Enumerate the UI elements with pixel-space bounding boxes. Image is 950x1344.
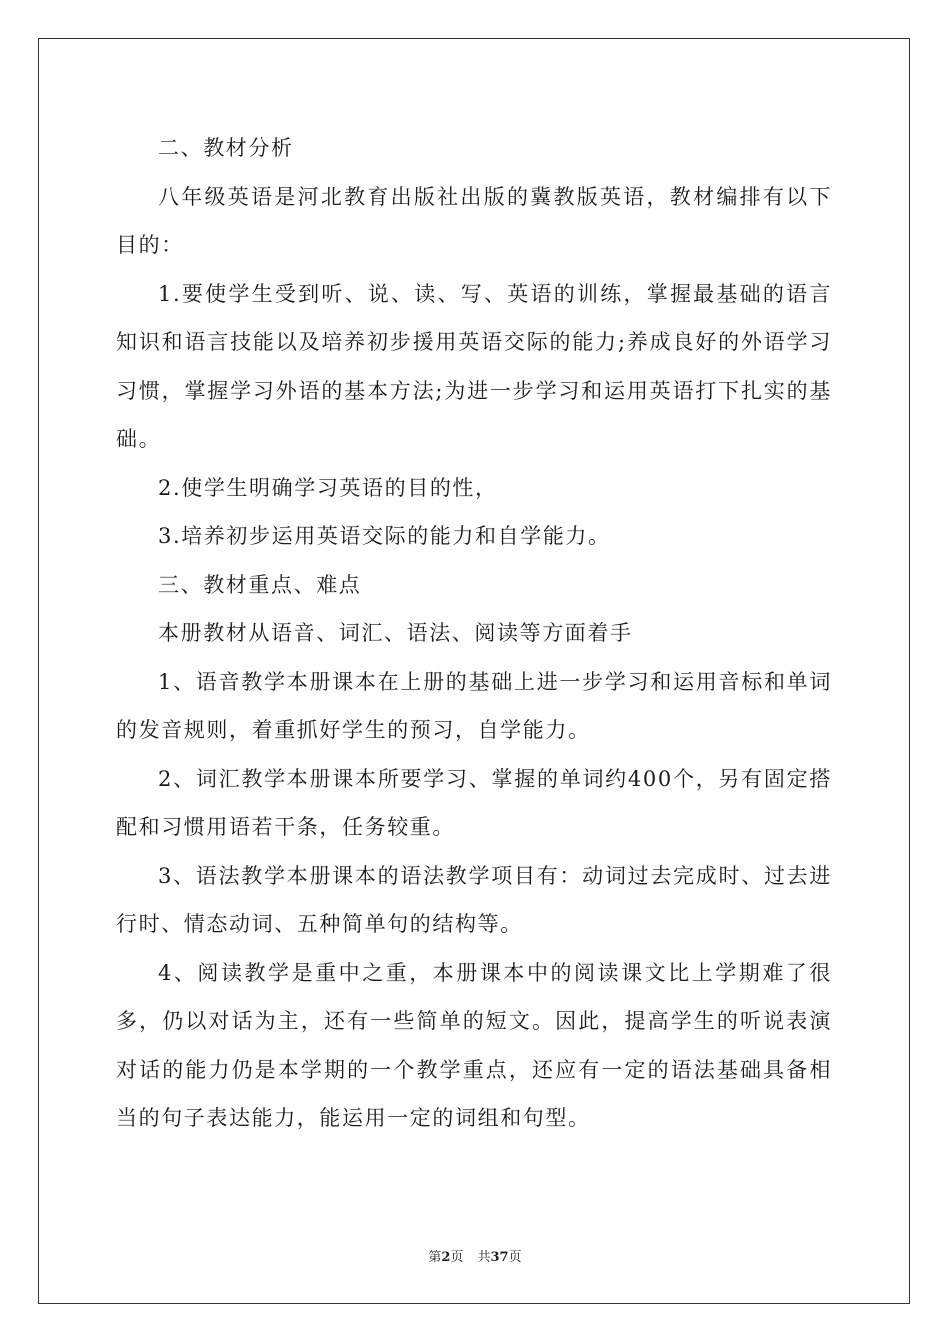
paragraph-vocabulary: 2、词汇教学本册课本所要学习、掌握的单词约400个，另有固定搭配和习惯用语若干条，任务较重。 xyxy=(116,766,832,839)
paragraph-goal-1: 1.要使学生受到听、说、读、写、英语的训练，掌握最基础的语言知识和语言技能以及培养初步援用英语交际的能力;养成良好的外语学习习惯，掌握学习外语的基本方法;为进一步学习和运用英语打下扎实的基础。 xyxy=(116,281,832,451)
paragraph-goal-3: 3.培养初步运用英语交际的能力和自学能力。 xyxy=(158,524,611,548)
section-heading-textbook-analysis: 二、教材分析 xyxy=(158,136,294,160)
page-footer xyxy=(0,1246,950,1265)
total-suffix: 页 xyxy=(508,1250,522,1265)
page-prefix: 第 xyxy=(428,1250,442,1265)
total-prefix: 共 xyxy=(477,1250,491,1265)
paragraph-phonetics: 1、语音教学本册课本在上册的基础上进一步学习和运用音标和单词的发音规则，着重抓好学生的预习，自学能力。 xyxy=(116,669,832,742)
paragraph-grammar: 3、语法教学本册课本的语法教学项目有：动词过去完成时、过去进行时、情态动词、五种简单句的结构等。 xyxy=(116,863,832,936)
paragraph-intro: 八年级英语是河北教育出版社出版的冀教版英语，教材编排有以下目的： xyxy=(116,184,832,257)
paragraph-goal-2: 2.使学生明确学习英语的目的性， xyxy=(158,475,498,500)
section-heading-key-points: 三、教材重点、难点 xyxy=(158,572,362,597)
page-suffix: 页 xyxy=(450,1250,464,1265)
paragraph-reading: 4、阅读教学是重中之重，本册课本中的阅读课文比上学期难了很多，仍以对话为主，还有一些简单的短文。因此，提高学生的听说表演对话的能力仍是本学期的一个教学重点，还应有一定的语法基础具备相当的句子表达能力，能运用一定的词组和句型。 xyxy=(116,960,832,1130)
document-body xyxy=(116,124,832,1143)
paragraph-overview: 本册教材从语音、词汇、语法、阅读等方面着手 xyxy=(158,621,633,645)
total-pages: 37 xyxy=(490,1250,509,1265)
page-number: 2 xyxy=(441,1250,451,1265)
